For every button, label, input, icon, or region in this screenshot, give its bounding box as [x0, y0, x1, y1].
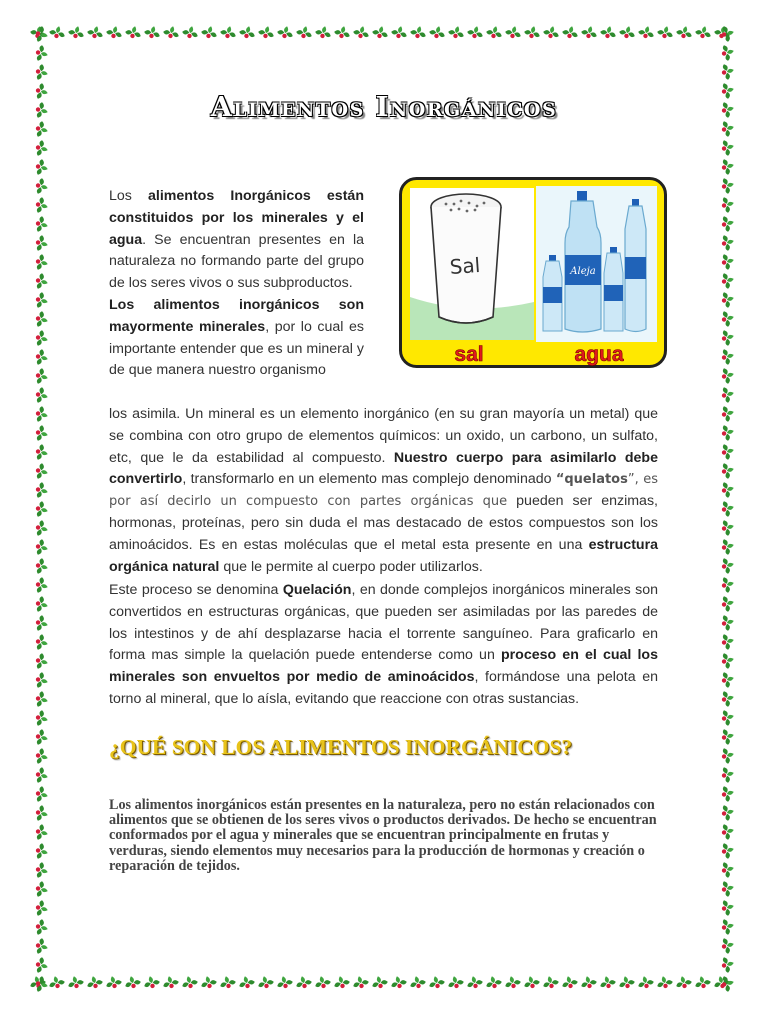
holly-leaf-icon	[523, 24, 542, 40]
holly-leaf-icon	[720, 955, 736, 974]
holly-leaf-icon	[34, 880, 50, 899]
holly-leaf-icon	[181, 24, 200, 40]
holly-leaf-icon	[294, 974, 313, 990]
holly-leaf-icon	[34, 386, 50, 405]
holly-leaf-icon	[34, 899, 50, 918]
holly-leaf-icon	[720, 385, 736, 404]
holly-leaf-icon	[720, 613, 736, 632]
holly-leaf-icon	[720, 841, 736, 860]
holly-leaf-icon	[720, 575, 736, 594]
holly-leaf-icon	[124, 24, 143, 40]
holly-leaf-icon	[34, 975, 50, 994]
holly-leaf-icon	[720, 442, 736, 461]
holly-leaf-icon	[504, 24, 523, 40]
holly-leaf-icon	[34, 500, 50, 519]
holly-leaf-icon	[720, 404, 736, 423]
quelacion-text-3: , formándose una pelota en torno al mineral, que lo aísla, evitando que reaccione con otras sustancias.	[109, 669, 658, 707]
label-agua: agua	[574, 343, 624, 366]
holly-leaf-icon	[720, 765, 736, 784]
holly-leaf-icon	[720, 822, 736, 841]
holly-leaf-icon	[275, 974, 294, 990]
holly-leaf-icon	[161, 974, 180, 990]
holly-leaf-icon	[199, 974, 218, 990]
holly-leaf-icon	[66, 974, 85, 990]
quelatos-term: “quelatos	[555, 472, 628, 488]
holly-leaf-icon	[257, 24, 276, 40]
holly-leaf-icon	[720, 917, 736, 936]
holly-leaf-icon	[694, 24, 713, 40]
holly-leaf-icon	[218, 974, 237, 990]
holly-leaf-icon	[34, 329, 50, 348]
holly-leaf-icon	[162, 24, 181, 40]
holly-border-right	[714, 22, 738, 996]
holly-leaf-icon	[352, 24, 371, 40]
holly-leaf-icon	[34, 234, 50, 253]
holly-leaf-icon	[485, 24, 504, 40]
quelacion-paragraph	[109, 580, 658, 711]
holly-leaf-icon	[541, 974, 560, 990]
holly-leaf-icon	[276, 24, 295, 40]
mineral-bold-1: Nuestro cuerpo para asimilarlo debe convertirlo	[109, 449, 658, 488]
holly-leaf-icon	[720, 252, 736, 271]
holly-leaf-icon	[720, 157, 736, 176]
holly-border-top	[28, 22, 738, 46]
holly-leaf-icon	[34, 44, 50, 63]
quelacion-bold-2: proceso en el cual los minerales son envueltos por medio de aminoácidos	[109, 647, 658, 686]
intro-text-3: , por lo cual es importante entender que es un mineral y de que manera nuestro organismo	[109, 318, 364, 379]
holly-leaf-icon	[370, 974, 389, 990]
holly-leaf-icon	[34, 291, 50, 310]
holly-leaf-icon	[560, 974, 579, 990]
holly-leaf-icon	[85, 974, 104, 990]
holly-leaf-icon	[720, 195, 736, 214]
holly-leaf-icon	[34, 614, 50, 633]
shaker-label: Sal	[448, 252, 481, 280]
mineral-text-1: los asimila. Un mineral es un elemento inorgánico (en su gran mayoría un metal) que se combina con otro grupo de elementos químicos: un oxido, un carbono, un sulfato, etc, que le da estabilidad al compuesto.	[109, 406, 658, 466]
holly-leaf-icon	[238, 24, 257, 40]
holly-leaf-icon	[200, 24, 219, 40]
holly-leaf-icon	[428, 24, 447, 40]
intro-text-2: . Se encuentran presentes en la naturaleza no formando parte del grupo de los seres vivos o sus subproductos.	[109, 231, 364, 292]
page-title: Alimentos Inorgánicos	[210, 92, 558, 123]
holly-leaf-icon	[34, 158, 50, 177]
holly-leaf-icon	[720, 290, 736, 309]
holly-leaf-icon	[34, 177, 50, 196]
holly-leaf-icon	[720, 898, 736, 917]
holly-leaf-icon	[720, 556, 736, 575]
holly-leaf-icon	[720, 936, 736, 955]
holly-leaf-icon	[86, 24, 105, 40]
salt-shaker-icon	[431, 194, 501, 323]
holly-leaf-icon	[34, 595, 50, 614]
holly-leaf-icon	[34, 215, 50, 234]
holly-leaf-icon	[720, 784, 736, 803]
holly-leaf-icon	[409, 24, 428, 40]
holly-leaf-icon	[561, 24, 580, 40]
holly-leaf-icon	[34, 196, 50, 215]
holly-leaf-icon	[34, 367, 50, 386]
holly-leaf-icon	[675, 24, 694, 40]
holly-leaf-icon	[720, 860, 736, 879]
holly-leaf-icon	[720, 727, 736, 746]
holly-leaf-icon	[67, 24, 86, 40]
holly-leaf-icon	[618, 24, 637, 40]
holly-leaf-icon	[720, 499, 736, 518]
holly-leaf-icon	[34, 633, 50, 652]
holly-leaf-icon	[34, 766, 50, 785]
section-subtitle: ¿QUÉ SON LOS ALIMENTOS INORGÁNICOS?	[109, 735, 573, 759]
holly-leaf-icon	[34, 310, 50, 329]
holly-leaf-icon	[503, 974, 522, 990]
sal-agua-figure	[399, 177, 667, 368]
holly-leaf-icon	[720, 309, 736, 328]
holly-leaf-icon	[720, 879, 736, 898]
holly-leaf-icon	[219, 24, 238, 40]
holly-leaf-icon	[313, 974, 332, 990]
holly-leaf-icon	[34, 956, 50, 975]
holly-leaf-icon	[637, 24, 656, 40]
holly-leaf-icon	[656, 24, 675, 40]
holly-leaf-icon	[34, 842, 50, 861]
holly-leaf-icon	[599, 24, 618, 40]
holly-leaf-icon	[314, 24, 333, 40]
holly-leaf-icon	[720, 423, 736, 442]
holly-leaf-icon	[390, 24, 409, 40]
mineral-text-3: pueden ser enzimas, hormonas, proteínas, pero sin duda el mas destacado de estos compuestos son los aminoácidos. Es en estas moléculas que el metal esta presente en una	[109, 493, 658, 553]
holly-leaf-icon	[720, 461, 736, 480]
mineral-text-4: que le permite al cuerpo poder utilizarlos.	[219, 558, 483, 575]
quelacion-text-2: , en donde complejos inorgánicos minerales son convertidos en estructuras orgánicas, que pueden ser asimiladas por las paredes de los intestinos y de ahí desplazarse hacia el torrente sanguíneo. Para graficarlo en forma mas simple la quelación puede entenderse como un	[109, 582, 658, 664]
holly-leaf-icon	[720, 632, 736, 651]
mineral-paragraph	[109, 404, 658, 578]
holly-leaf-icon	[34, 462, 50, 481]
holly-leaf-icon	[720, 689, 736, 708]
holly-leaf-icon	[579, 974, 598, 990]
holly-leaf-icon	[34, 538, 50, 557]
holly-leaf-icon	[720, 176, 736, 195]
holly-leaf-icon	[447, 24, 466, 40]
holly-leaf-icon	[34, 348, 50, 367]
quelatos-text: ”, es por así decirlo un compuesto con partes orgánicas que	[109, 472, 658, 510]
holly-leaf-icon	[598, 974, 617, 990]
holly-leaf-icon	[720, 974, 736, 993]
holly-leaf-icon	[580, 24, 599, 40]
holly-leaf-icon	[389, 974, 408, 990]
holly-leaf-icon	[34, 63, 50, 82]
holly-leaf-icon	[720, 746, 736, 765]
intro-bold-2: Los alimentos inorgánicos son mayormente minerales	[109, 296, 364, 335]
holly-leaf-icon	[34, 139, 50, 158]
holly-leaf-icon	[34, 272, 50, 291]
quelacion-bold-1: Quelación	[282, 582, 352, 598]
holly-leaf-icon	[34, 690, 50, 709]
holly-leaf-icon	[104, 974, 123, 990]
holly-leaf-icon	[720, 24, 736, 43]
holly-leaf-icon	[617, 974, 636, 990]
holly-leaf-icon	[427, 974, 446, 990]
bottle-brand-large: Aleja	[570, 266, 596, 277]
holly-leaf-icon	[34, 937, 50, 956]
holly-leaf-icon	[371, 24, 390, 40]
quelacion-text-1: Este proceso se denomina	[109, 582, 283, 598]
holly-leaf-icon	[34, 253, 50, 272]
holly-leaf-icon	[332, 974, 351, 990]
holly-leaf-icon	[34, 576, 50, 595]
holly-leaf-icon	[34, 25, 50, 44]
holly-leaf-icon	[123, 974, 142, 990]
holly-leaf-icon	[143, 24, 162, 40]
holly-leaf-icon	[34, 481, 50, 500]
holly-leaf-icon	[720, 233, 736, 252]
holly-leaf-icon	[34, 747, 50, 766]
mineral-bold-3: estructura orgánica natural	[109, 536, 658, 575]
intro-text-1: Los	[109, 188, 149, 204]
holly-border-bottom	[28, 972, 738, 996]
holly-leaf-icon	[693, 974, 712, 990]
holly-leaf-icon	[720, 43, 736, 62]
holly-leaf-icon	[34, 804, 50, 823]
holly-leaf-icon	[408, 974, 427, 990]
mineral-text-2: , transformarlo en un elemento mas complejo denominado	[182, 471, 556, 488]
holly-leaf-icon	[465, 974, 484, 990]
holly-leaf-icon	[720, 366, 736, 385]
holly-leaf-icon	[720, 347, 736, 366]
holly-leaf-icon	[674, 974, 693, 990]
holly-leaf-icon	[720, 518, 736, 537]
holly-leaf-icon	[720, 271, 736, 290]
holly-leaf-icon	[466, 24, 485, 40]
holly-leaf-icon	[295, 24, 314, 40]
holly-leaf-icon	[720, 537, 736, 556]
holly-leaf-icon	[34, 405, 50, 424]
holly-leaf-icon	[542, 24, 561, 40]
closing-paragraph: Los alimentos inorgánicos están presentes en la naturaleza, pero no están relacionados con alimentos que se obtienen de los seres vivos o productos derivados. De hecho se encuentran conformados por el agua y minerales que se encuentran principalmente en frutas y verduras, siendo elementos muy necesarios para la producción de hormonas y creación o reparación de tejidos.	[109, 797, 657, 874]
holly-leaf-icon	[34, 557, 50, 576]
holly-leaf-icon	[720, 670, 736, 689]
holly-leaf-icon	[720, 328, 736, 347]
holly-leaf-icon	[237, 974, 256, 990]
holly-leaf-icon	[34, 443, 50, 462]
holly-leaf-icon	[636, 974, 655, 990]
intro-paragraph	[109, 186, 364, 382]
holly-leaf-icon	[720, 138, 736, 157]
holly-leaf-icon	[180, 974, 199, 990]
holly-leaf-icon	[720, 803, 736, 822]
holly-leaf-icon	[34, 652, 50, 671]
holly-border-left	[28, 22, 52, 996]
holly-leaf-icon	[351, 974, 370, 990]
label-sal: sal	[454, 343, 484, 366]
holly-leaf-icon	[720, 62, 736, 81]
holly-leaf-icon	[720, 480, 736, 499]
holly-leaf-icon	[333, 24, 352, 40]
holly-leaf-icon	[105, 24, 124, 40]
holly-leaf-icon	[484, 974, 503, 990]
holly-leaf-icon	[720, 708, 736, 727]
intro-bold-1: alimentos Inorgánicos están constituidos por los minerales y el agua	[109, 188, 364, 248]
holly-leaf-icon	[34, 519, 50, 538]
holly-leaf-icon	[34, 709, 50, 728]
holly-leaf-icon	[256, 974, 275, 990]
holly-leaf-icon	[720, 651, 736, 670]
holly-leaf-icon	[655, 974, 674, 990]
holly-leaf-icon	[34, 728, 50, 747]
holly-leaf-icon	[522, 974, 541, 990]
holly-leaf-icon	[34, 785, 50, 804]
holly-leaf-icon	[34, 823, 50, 842]
holly-leaf-icon	[142, 974, 161, 990]
holly-leaf-icon	[720, 214, 736, 233]
holly-leaf-icon	[446, 974, 465, 990]
holly-leaf-icon	[34, 424, 50, 443]
holly-leaf-icon	[720, 594, 736, 613]
holly-leaf-icon	[34, 671, 50, 690]
holly-leaf-icon	[34, 918, 50, 937]
holly-leaf-icon	[34, 861, 50, 880]
